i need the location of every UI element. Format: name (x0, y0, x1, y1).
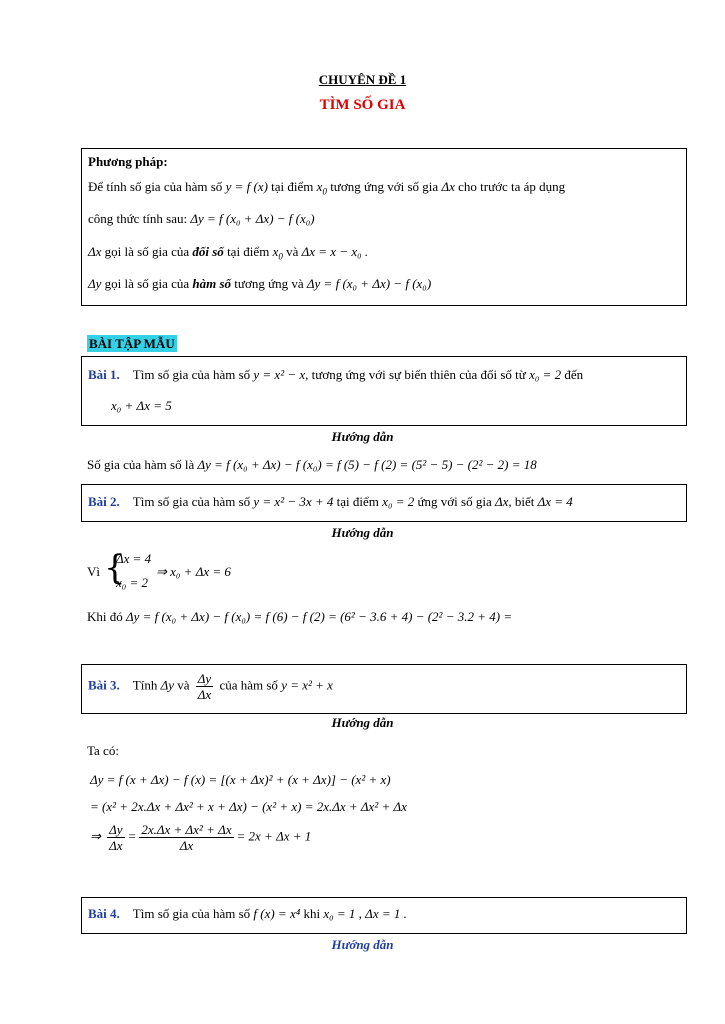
implies-symbol: ⇒ (90, 828, 101, 844)
exercise-2-line (88, 494, 573, 510)
formula: Δx = 4 (537, 494, 573, 509)
system-eq-2: x₀ = 2 (116, 575, 149, 590)
exercise-3-box (81, 664, 687, 714)
denominator: Δx (197, 687, 212, 702)
formula: y = x² − 3x + 4 (253, 494, 334, 509)
text: , biết (508, 494, 538, 509)
exercise-1-line-2: x₀ + Δx = 5 (111, 398, 172, 413)
text: , tương ứng với sự biến thiên của đối số từ (305, 367, 530, 382)
method-line-2 (88, 211, 315, 227)
section-label (87, 336, 177, 352)
exercise-label: Bài 3. (88, 677, 120, 693)
equals: = (127, 828, 137, 844)
guide-label-2: Hướng dẫn (331, 525, 394, 540)
formula: Δy = f (x₀ + Δx) − f (x₀) (190, 211, 315, 226)
denominator: Δx (109, 838, 123, 853)
solution-2-vi: Vì (87, 564, 100, 579)
formula: x₀ = 2 (529, 367, 562, 382)
solution-2 (87, 609, 512, 625)
exercise-4-box (81, 897, 687, 934)
text: hàm số (192, 276, 232, 291)
method-box (81, 148, 687, 306)
formula: = 2x + Δx + 1 (236, 828, 312, 844)
text: Để tính số gia của hàm số (88, 179, 226, 194)
formula: Δy = f (x₀ + Δx) − f (x₀) = f (6) − f (2) = (6² − 3.6 + 4) − (2² − 3.2 + 4) = (126, 609, 513, 624)
fraction (196, 671, 213, 702)
exercise-3-line (88, 671, 333, 702)
solution-1 (87, 457, 537, 473)
formula: Δy (88, 276, 102, 291)
numerator: Δy (197, 671, 212, 686)
guide-label-1: Hướng dẫn (331, 429, 394, 444)
formula: Δx (494, 494, 509, 509)
text: công thức tính sau: (88, 211, 191, 226)
text: tại điểm (333, 494, 383, 509)
exercise-1-box (81, 356, 687, 426)
formula: Δx (441, 179, 455, 194)
text: cho trước ta áp dụng (454, 179, 566, 194)
fraction (139, 822, 233, 853)
solution-3-line-2: = (x² + 2x.Δx + Δx² + x + Δx) − (x² + x) = 2x.Δx + Δx² + Δx (90, 799, 407, 814)
topic-heading: CHUYÊN ĐỀ 1 (318, 72, 407, 87)
formula: Δx (88, 244, 102, 259)
guide-label-3: Hướng dẫn (331, 715, 394, 730)
text: tại điểm (223, 244, 273, 259)
guide-label-4: Hướng dẫn (331, 937, 394, 952)
text: đến (561, 367, 584, 382)
text: của hàm số (216, 677, 282, 693)
x0-symbol: $x_0$ (316, 179, 327, 197)
exercise-label: Bài 1. (88, 367, 120, 382)
solution-3-line-1: Δy = f (x + Δx) − f (x) = [(x + Δx)² + (x + Δx)] − (x² + x) (90, 772, 391, 787)
text: đối số (192, 244, 224, 259)
method-line-1 (88, 179, 565, 197)
exercise-4-line (88, 906, 407, 922)
numerator: Δy (109, 822, 123, 837)
text: khi (300, 906, 324, 921)
exercise-label: Bài 4. (88, 906, 120, 921)
text: Tìm số gia của hàm số (132, 494, 254, 509)
text: Khi đó (87, 609, 126, 624)
exercise-2-box (81, 484, 687, 522)
text: Số gia của hàm số là (87, 457, 198, 472)
method-line-3 (88, 244, 368, 262)
text: Tìm số gia của hàm số (132, 906, 254, 921)
formula: x₀ = 1 , Δx = 1 . (323, 906, 407, 921)
denominator: Δx (179, 838, 194, 853)
formula: Δy (160, 677, 175, 693)
system-eq-1: Δx = 4 (116, 551, 152, 566)
x0-symbol: $x_0$ (272, 244, 283, 262)
formula: Δy = f (x₀ + Δx) − f (x₀) (306, 276, 432, 291)
solution-3-intro: Ta có: (87, 743, 119, 758)
text: và (174, 677, 193, 693)
text: ứng với số gia (414, 494, 495, 509)
formula: x₀ = 2 (382, 494, 415, 509)
text: gọi là số gia của (101, 276, 193, 291)
text: tương ứng và (231, 276, 307, 291)
brace-icon: { (104, 548, 126, 588)
text: Tính (132, 677, 161, 693)
formula: y = f (x) (225, 179, 268, 194)
formula: f (x) = x⁴ (253, 906, 301, 921)
formula: y = x² − x (253, 367, 306, 382)
page-title: TÌM SỐ GIA (319, 97, 406, 113)
formula: y = x² + x (281, 677, 333, 693)
formula: Δx = x − x₀ . (301, 244, 369, 259)
section-label-text: BÀI TẬP MẪU (89, 336, 175, 351)
text: và (282, 244, 302, 259)
fraction (107, 822, 124, 853)
text: tương ứng với số gia (326, 179, 442, 194)
numerator: 2x.Δx + Δx² + Δx (141, 822, 232, 837)
method-line-4 (88, 276, 431, 292)
formula: Δy = f (x₀ + Δx) − f (x₀) = f (5) − f (2) = (5² − 5) − (2² − 2) = 18 (197, 457, 537, 472)
text: gọi là số gia của (101, 244, 193, 259)
system-implication: ⇒ x₀ + Δx = 6 (156, 564, 231, 579)
exercise-1-line-1 (88, 367, 583, 383)
solution-3-line-3 (90, 822, 311, 853)
method-heading: Phương pháp: (88, 154, 168, 169)
exercise-label: Bài 2. (88, 494, 120, 509)
text: Tìm số gia của hàm số (132, 367, 254, 382)
text: tại điểm (267, 179, 317, 194)
